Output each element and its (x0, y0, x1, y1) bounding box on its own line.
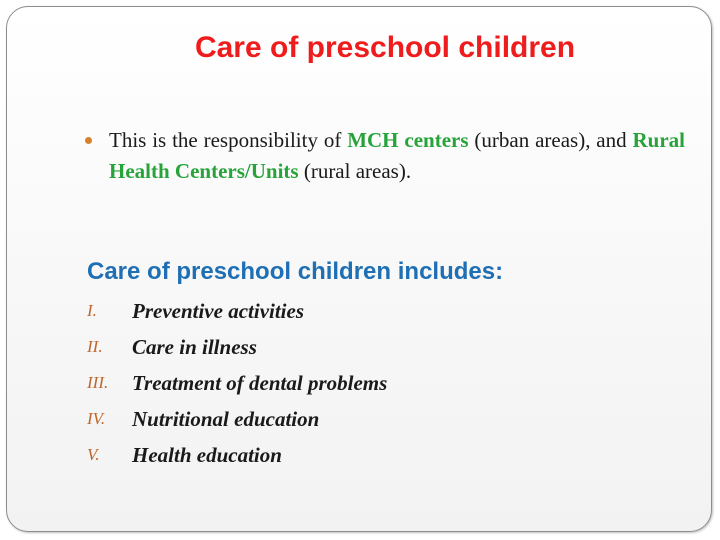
list-numeral: IV. (87, 409, 106, 428)
bullet-dot-icon (85, 137, 92, 144)
rural-health-centers-highlight: Rural Health Centers/Units (109, 128, 686, 183)
list-item-text: Treatment of dental problems (132, 370, 388, 395)
list-numeral: I. (87, 301, 97, 320)
mch-centers-highlight: MCH centers (347, 128, 469, 152)
section-subheading: Care of preschool children includes: (87, 258, 504, 285)
list-numeral: II. (87, 337, 103, 356)
list-item-text: Health education (132, 442, 282, 467)
list-item (87, 437, 387, 473)
list-item (87, 329, 387, 365)
bullet-text-part-2: (urban areas), and (468, 128, 633, 152)
slide-title: Care of preschool children (194, 31, 576, 64)
list-item-text: Preventive activities (132, 298, 305, 323)
bullet-text-part-3: (rural areas). (298, 159, 412, 183)
list-item-text: Nutritional education (132, 406, 320, 431)
care-list (87, 293, 387, 473)
bullet-paragraph (87, 125, 685, 187)
slide-frame (6, 6, 712, 532)
list-item-text: Care in illness (132, 334, 257, 359)
list-item (87, 401, 387, 437)
list-item (87, 293, 387, 329)
bullet-text-part-1: This is the responsibility of (109, 128, 348, 152)
list-numeral: V. (87, 445, 100, 464)
list-numeral: III. (87, 373, 109, 392)
list-item (87, 365, 387, 401)
bullet-text (109, 125, 685, 187)
